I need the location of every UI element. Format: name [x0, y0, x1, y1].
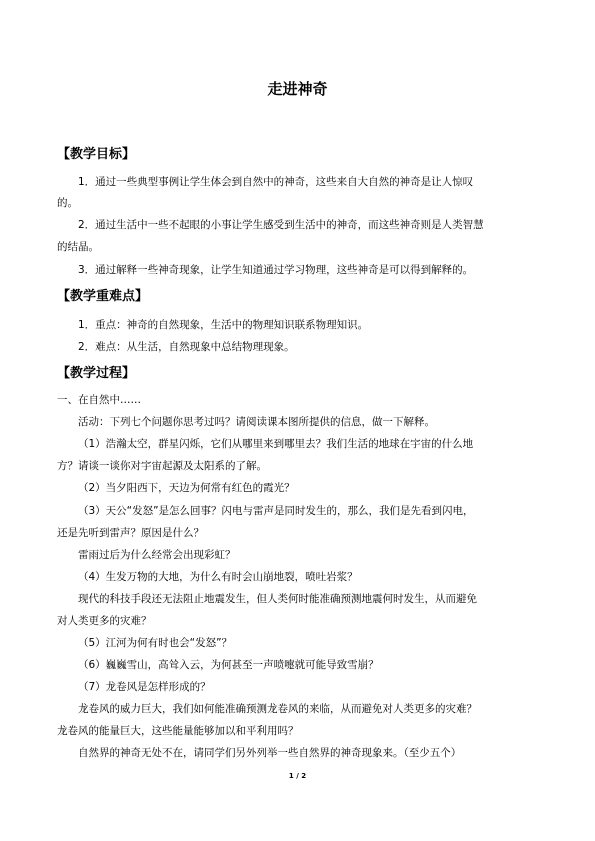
- process-line-14: （7）龙卷风是怎样形成的？: [78, 681, 211, 693]
- process-line-3: （1）浩瀚太空，群星闪烁，它们从哪里来到哪里去？我们生活的地球在宇宙的什么地: [78, 438, 474, 450]
- process-line-15: 龙卷风的威力巨大，我们如何能准确预测龙卷风的来临，从而避免对人类更多的灾难？: [78, 703, 477, 715]
- process-line-9: （4）生发万物的大地，为什么有时会山崩地裂，喷吐岩浆？: [78, 571, 358, 583]
- section-heading-objectives: 【教学目标】: [57, 147, 136, 162]
- objective-line-2: 2．通过生活中一些不起眼的小事让学生感受到生活中的神奇，而这些神奇则是人类智慧: [78, 219, 484, 231]
- key-point-line-2: 2．难点：从生活，自然现象中总结物理现象。: [78, 341, 295, 353]
- page-number: 1 / 2: [288, 772, 307, 780]
- process-line-8: 雷雨过后为什么经常会出现彩虹？: [78, 549, 236, 561]
- process-line-6: （3）天公“发怒”是怎么回事？闪电与雷声是同时发生的，那么，我们是先看到闪电，: [78, 505, 474, 517]
- process-line-12: （5）江河为何有时也会“发怒”？: [78, 637, 233, 649]
- objective-line-1-cont: 的。: [57, 197, 78, 209]
- objective-line-3: 3．通过解释一些神奇现象，让学生知道通过学习物理，这些神奇是可以得到解释的。: [78, 264, 474, 276]
- process-line-17: 自然界的神奇无处不在，请同学们另外列举一些自然界的神奇现象来。（至少五个）: [78, 747, 462, 759]
- section-heading-process: 【教学过程】: [57, 366, 136, 381]
- process-line-11: 对人类更多的灾难？: [57, 615, 152, 627]
- document-title: 走进神奇: [267, 80, 328, 98]
- process-line-16: 龙卷风的能量巨大，这些能量能够加以和平利用吗？: [57, 725, 299, 737]
- process-line-10: 现代的科技手段还无法阻止地震发生，但人类何时能准确预测地震何时发生，从而避免: [78, 593, 477, 605]
- section-heading-key-points: 【教学重难点】: [57, 289, 149, 304]
- objective-line-2-cont: 的结晶。: [57, 241, 99, 253]
- process-line-5: （2）当夕阳西下，天边为何常有红色的霞光？: [78, 482, 295, 494]
- key-point-line-1: 1．重点：神奇的自然现象，生活中的物理知识联系物理知识。: [78, 319, 369, 331]
- process-line-1: 一、在自然中……: [57, 394, 141, 406]
- process-line-13: （6）巍巍雪山，高耸入云，为何甚至一声喷嚏就可能导致雪崩？: [78, 659, 379, 671]
- process-line-7: 还是先听到雷声？原因是什么？: [57, 527, 204, 539]
- objective-line-1: 1．通过一些典型事例让学生体会到自然中的神奇，这些来自大自然的神奇是让人惊叹: [78, 176, 474, 188]
- process-line-4: 方？请谈一谈你对宇宙起源及太阳系的了解。: [57, 460, 267, 472]
- process-line-2: 活动：下列七个问题你思考过吗？请阅读课本图所提供的信息，做一下解释。: [78, 416, 435, 428]
